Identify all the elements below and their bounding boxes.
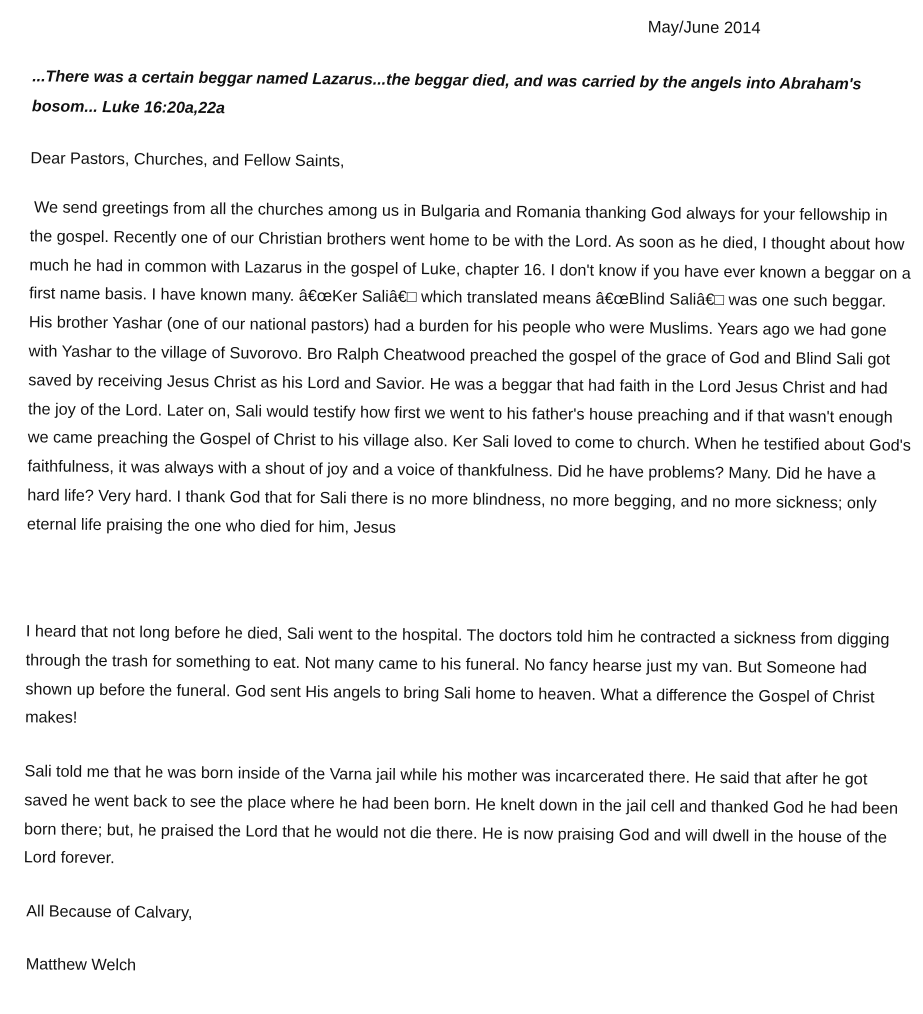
body-paragraph-1: We send greetings from all the churches among us in Bulgaria and Romania thanking God always for your fellowship in the gospel. Recently one of our Christian brothers went home to be with the Lord. As soon as he died, I thought about how much he had in common with Lazarus in the gospel of Luke, chapter 16. I don't know if you have ever known a beggar on a first name basis. I have known many. â€œKer Saliâ€□ which translated means â€œBlind Saliâ€□ was one such beggar. His brother Yashar (one of our national pastors) had a burden for his people who were Muslims. Years ago we had gone with Yashar to the village of Suvorovo. Bro Ralph Cheatwood preached the gospel of the grace of God and Blind Sali got saved by receiving Jesus Christ as his Lord and Savior. He was a beggar that had faith in the Lord Jesus Christ and had the joy of the Lord. Later on, Sali would testify how first we went to his father's house preaching and if that wasn't enough we came preaching the Gospel of Christ to his village also. Ker Sali loved to come to church. When he testified about God's faithfulness, it was always with a shout of joy and a voice of thankfulness. Did he have problems? Many. Did he have a hard life? Very hard. I thank God that for Sali there is no more blindness, no more begging, and no more sickness; only eternal life praising the one who died for him, Jesus [26, 198, 911, 537]
letter-date: May/June 2014 [647, 18, 761, 38]
scripture-epigraph: ...There was a certain beggar named Lazarus...the beggar died, and was carried by the angels into Abraham's bosom... Luke 16:20a,22a [31, 68, 862, 118]
body-paragraph-3: Sali told me that he was born inside of the Varna jail while his mother was incarcerated there. He said that after he got saved he went back to see the place where he had been born. He knelt down in the jail cell and thanked God he had been born there; but, he praised the Lord that he would not die there. He is now praising God and will dwell in the house of the Lord forever. [23, 762, 899, 868]
salutation: Dear Pastors, Churches, and Fellow Saints, [30, 149, 345, 171]
closing-line: All Because of Calvary, [26, 902, 193, 922]
signature-name: Matthew Welch [25, 955, 137, 975]
body-paragraph-2: I heard that not long before he died, Sali went to the hospital. The doctors told him he contracted a sickness from digging through the trash for something to eat. Not many came to his funeral. No fancy hearse just my van. But Someone had shown up before the funeral. God sent His angels to bring Sali home to heaven. What a difference the Gospel of Christ makes! [25, 622, 890, 728]
